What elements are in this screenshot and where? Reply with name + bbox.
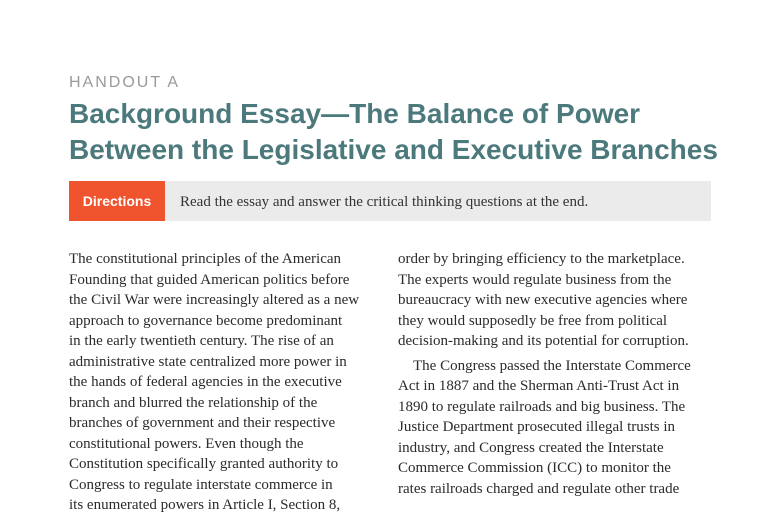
essay-line: branch and blurred the relationship of the bbox=[69, 394, 318, 411]
essay-line: the hands of federal agencies in the executive bbox=[69, 374, 342, 390]
essay-line: The Congress passed the Interstate Commerce bbox=[398, 357, 691, 374]
essay-line: Act in 1887 and the Sherman Anti-Trust Act in bbox=[398, 378, 680, 394]
essay-line: Commerce Commission (ICC) to monitor the bbox=[398, 460, 671, 476]
essay-line: branches of government and their respective bbox=[69, 415, 336, 431]
essay-line: 1890 to regulate railroads and big business. The bbox=[398, 398, 686, 415]
essay-line: its enumerated powers in Article I, Section 8, bbox=[69, 497, 341, 513]
essay-line: they would supposedly be free from political bbox=[398, 312, 668, 329]
directions-text: Read the essay and answer the critical thinking questions at the end. bbox=[180, 194, 589, 210]
essay-line: the Civil War were increasingly altered as a new bbox=[69, 292, 360, 308]
essay-column-right bbox=[398, 249, 718, 499]
essay-line: decision-making and its potential for corruption. bbox=[398, 333, 689, 349]
essay-line: The constitutional principles of the American bbox=[69, 251, 342, 267]
essay-line: in the early twentieth century. The rise of an bbox=[69, 333, 334, 349]
essay-line: Constitution specifically granted authority to bbox=[69, 456, 339, 472]
essay-line: Founding that guided American politics before bbox=[69, 271, 350, 288]
essay-line: approach to governance become predominant bbox=[69, 312, 343, 329]
essay-line: The experts would regulate business from the bbox=[398, 271, 672, 288]
essay-line: Congress to regulate interstate commerce in bbox=[69, 476, 333, 493]
essay-line: Justice Department prosecuted illegal trusts in bbox=[398, 419, 676, 435]
page-title bbox=[69, 96, 749, 168]
handout-label: HANDOUT A bbox=[69, 74, 181, 91]
essay-line: constitutional powers. Even though the bbox=[69, 435, 304, 452]
essay-column-left bbox=[69, 249, 369, 516]
directions-bar bbox=[69, 181, 711, 221]
directions-label: Directions bbox=[69, 181, 165, 221]
essay-line: order by bringing efficiency to the marketplace. bbox=[398, 251, 685, 267]
essay-line: administrative state centralized more power in bbox=[69, 353, 347, 370]
essay-line: rates railroads charged and regulate other trade bbox=[398, 480, 680, 497]
title-line-2: Between the Legislative and Executive Branches bbox=[69, 134, 718, 165]
essay-line: industry, and Congress created the Interstate bbox=[398, 439, 664, 456]
title-line-1: Background Essay—The Balance of Power bbox=[69, 98, 641, 129]
essay-line: bureaucracy with new executive agencies where bbox=[398, 292, 688, 308]
